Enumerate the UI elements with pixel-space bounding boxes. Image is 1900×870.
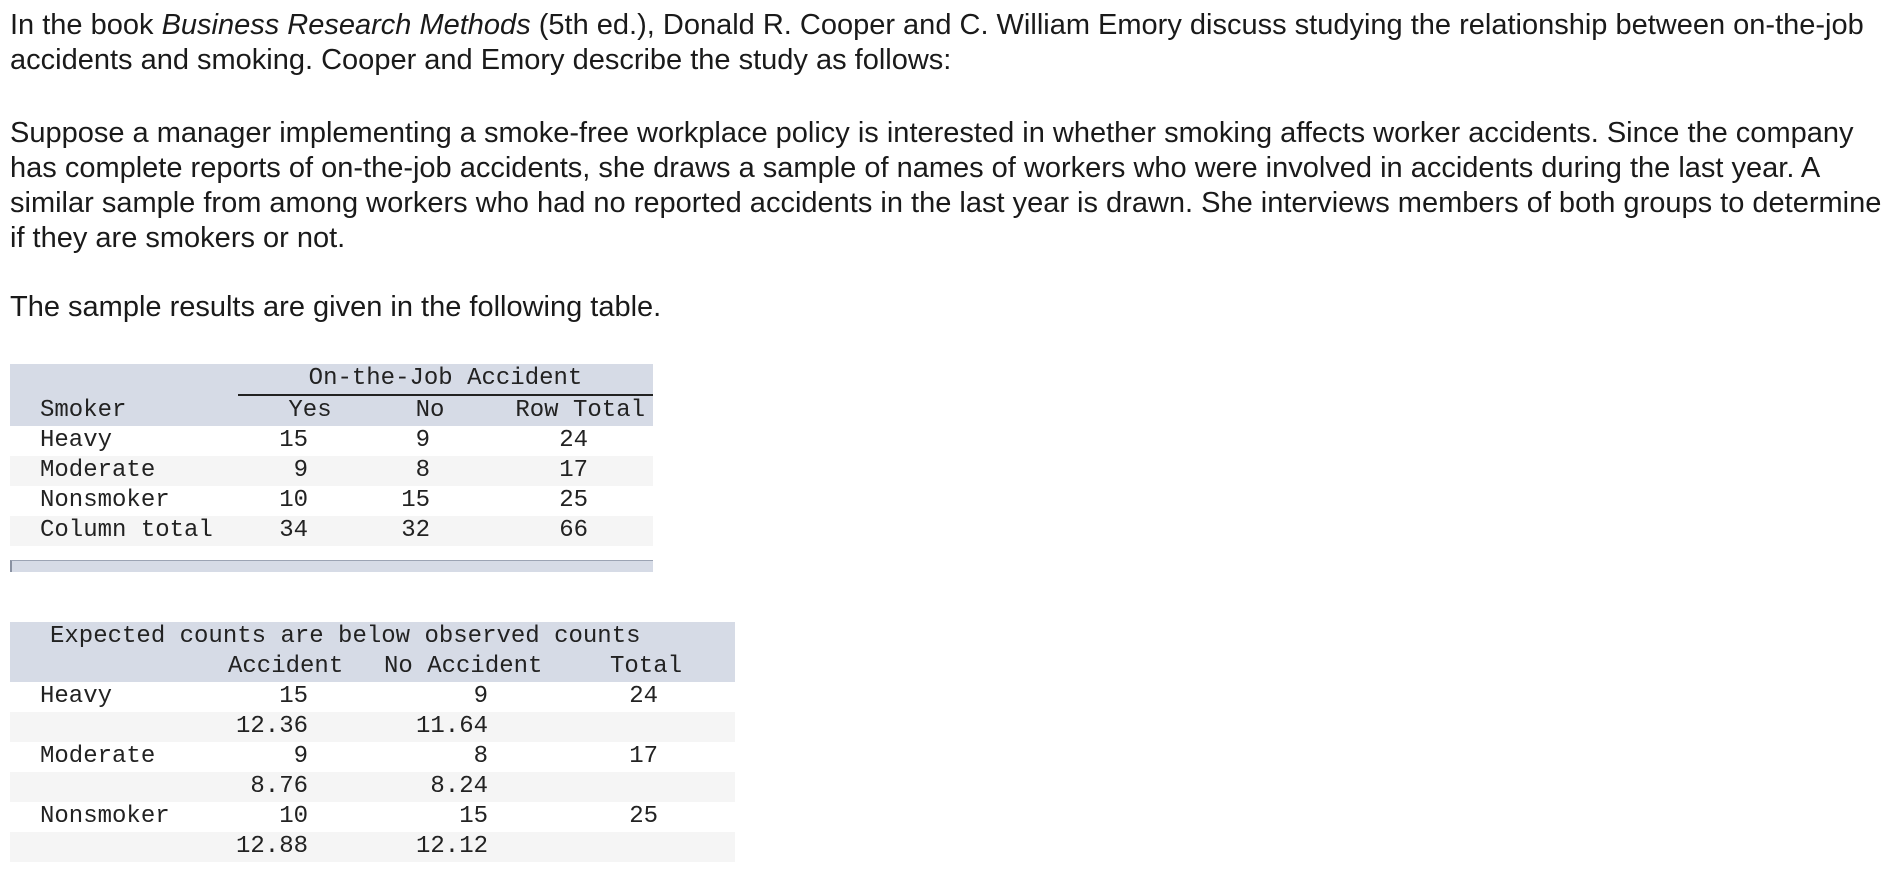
col-header-no-accident: No Accident xyxy=(384,653,543,680)
cell-total: 24 xyxy=(629,683,658,710)
table-row xyxy=(10,832,735,862)
cell-expected-no-accident: 12.12 xyxy=(415,833,488,860)
cell-total: 17 xyxy=(629,743,658,770)
row-label: Moderate xyxy=(40,457,156,484)
cell-total: 25 xyxy=(629,803,658,830)
row-label: Column total xyxy=(40,517,213,544)
table-header xyxy=(10,364,653,426)
cell-total: 24 xyxy=(559,427,588,454)
col-header-row-total: Row Total xyxy=(515,397,645,424)
intro-text-before-title: In the book xyxy=(10,9,162,41)
table-row xyxy=(10,516,653,546)
observed-counts-table xyxy=(10,364,653,572)
intro-paragraph-3: The sample results are given in the following table. xyxy=(10,291,662,323)
table-row xyxy=(10,772,735,802)
cell-expected-no-accident: 11.64 xyxy=(415,713,488,740)
intro-paragraph-1 xyxy=(10,8,1895,78)
span-header: On-the-Job Accident xyxy=(308,365,583,392)
cell-yes: 10 xyxy=(279,487,308,514)
intro-paragraph-2: Suppose a manager implementing a smoke-free workplace policy is interested in whether smoking affects worker accidents. Since the company has complete reports of on-the-job accidents, she draws a sample of names of workers who were involved in accidents during the last year. A similar sample from among workers who had no reported accidents in the last year is drawn. She interviews members of both groups to determine if they are smokers or not. xyxy=(10,117,1882,254)
cell-total: 17 xyxy=(559,457,588,484)
cell-observed-accident: 10 xyxy=(279,803,308,830)
cell-no: 8 xyxy=(415,457,430,484)
table-row xyxy=(10,802,735,832)
cell-no: 9 xyxy=(415,427,430,454)
cell-total: 25 xyxy=(559,487,588,514)
table-row xyxy=(10,682,735,712)
cell-observed-accident: 15 xyxy=(279,683,308,710)
cell-observed-accident: 9 xyxy=(293,743,308,770)
cell-observed-no-accident: 9 xyxy=(473,683,488,710)
cell-total: 66 xyxy=(559,517,588,544)
cell-no: 15 xyxy=(401,487,430,514)
cell-no: 32 xyxy=(401,517,430,544)
cell-observed-no-accident: 15 xyxy=(459,803,488,830)
expected-counts-table xyxy=(10,622,735,870)
book-title: Business Research Methods xyxy=(161,9,531,41)
table-row xyxy=(10,426,653,456)
cell-expected-accident: 8.76 xyxy=(250,773,308,800)
table-footer-bar xyxy=(10,560,653,572)
table-row xyxy=(10,456,653,486)
cell-yes: 9 xyxy=(293,457,308,484)
table-row xyxy=(10,712,735,742)
row-label: Heavy xyxy=(40,683,113,710)
cell-expected-no-accident: 8.24 xyxy=(430,773,488,800)
col-header-total: Total xyxy=(610,653,683,680)
intro-text-after-title: (5th ed.), Donald R. Cooper and C. William Emory discuss studying the relationship between on-the-job accidents and smoking. Cooper and Emory describe the study as follows: xyxy=(10,9,1864,76)
cell-observed-no-accident: 8 xyxy=(473,743,488,770)
cell-yes: 15 xyxy=(279,427,308,454)
expected-table-title: Expected counts are below observed counts xyxy=(50,623,641,650)
cell-expected-accident: 12.36 xyxy=(235,713,308,740)
cell-yes: 34 xyxy=(279,517,308,544)
col-header-no: No xyxy=(415,397,445,424)
table-row xyxy=(10,742,735,772)
row-label: Nonsmoker xyxy=(40,487,170,514)
row-label: Nonsmoker xyxy=(40,803,170,830)
row-label: Heavy xyxy=(40,427,113,454)
col-header-accident: Accident xyxy=(228,653,344,680)
table-header xyxy=(10,622,735,682)
cell-expected-accident: 12.88 xyxy=(235,833,308,860)
col-header-smoker: Smoker xyxy=(40,397,127,424)
row-label: Moderate xyxy=(40,743,156,770)
col-header-yes: Yes xyxy=(288,397,332,424)
table-row xyxy=(10,486,653,516)
